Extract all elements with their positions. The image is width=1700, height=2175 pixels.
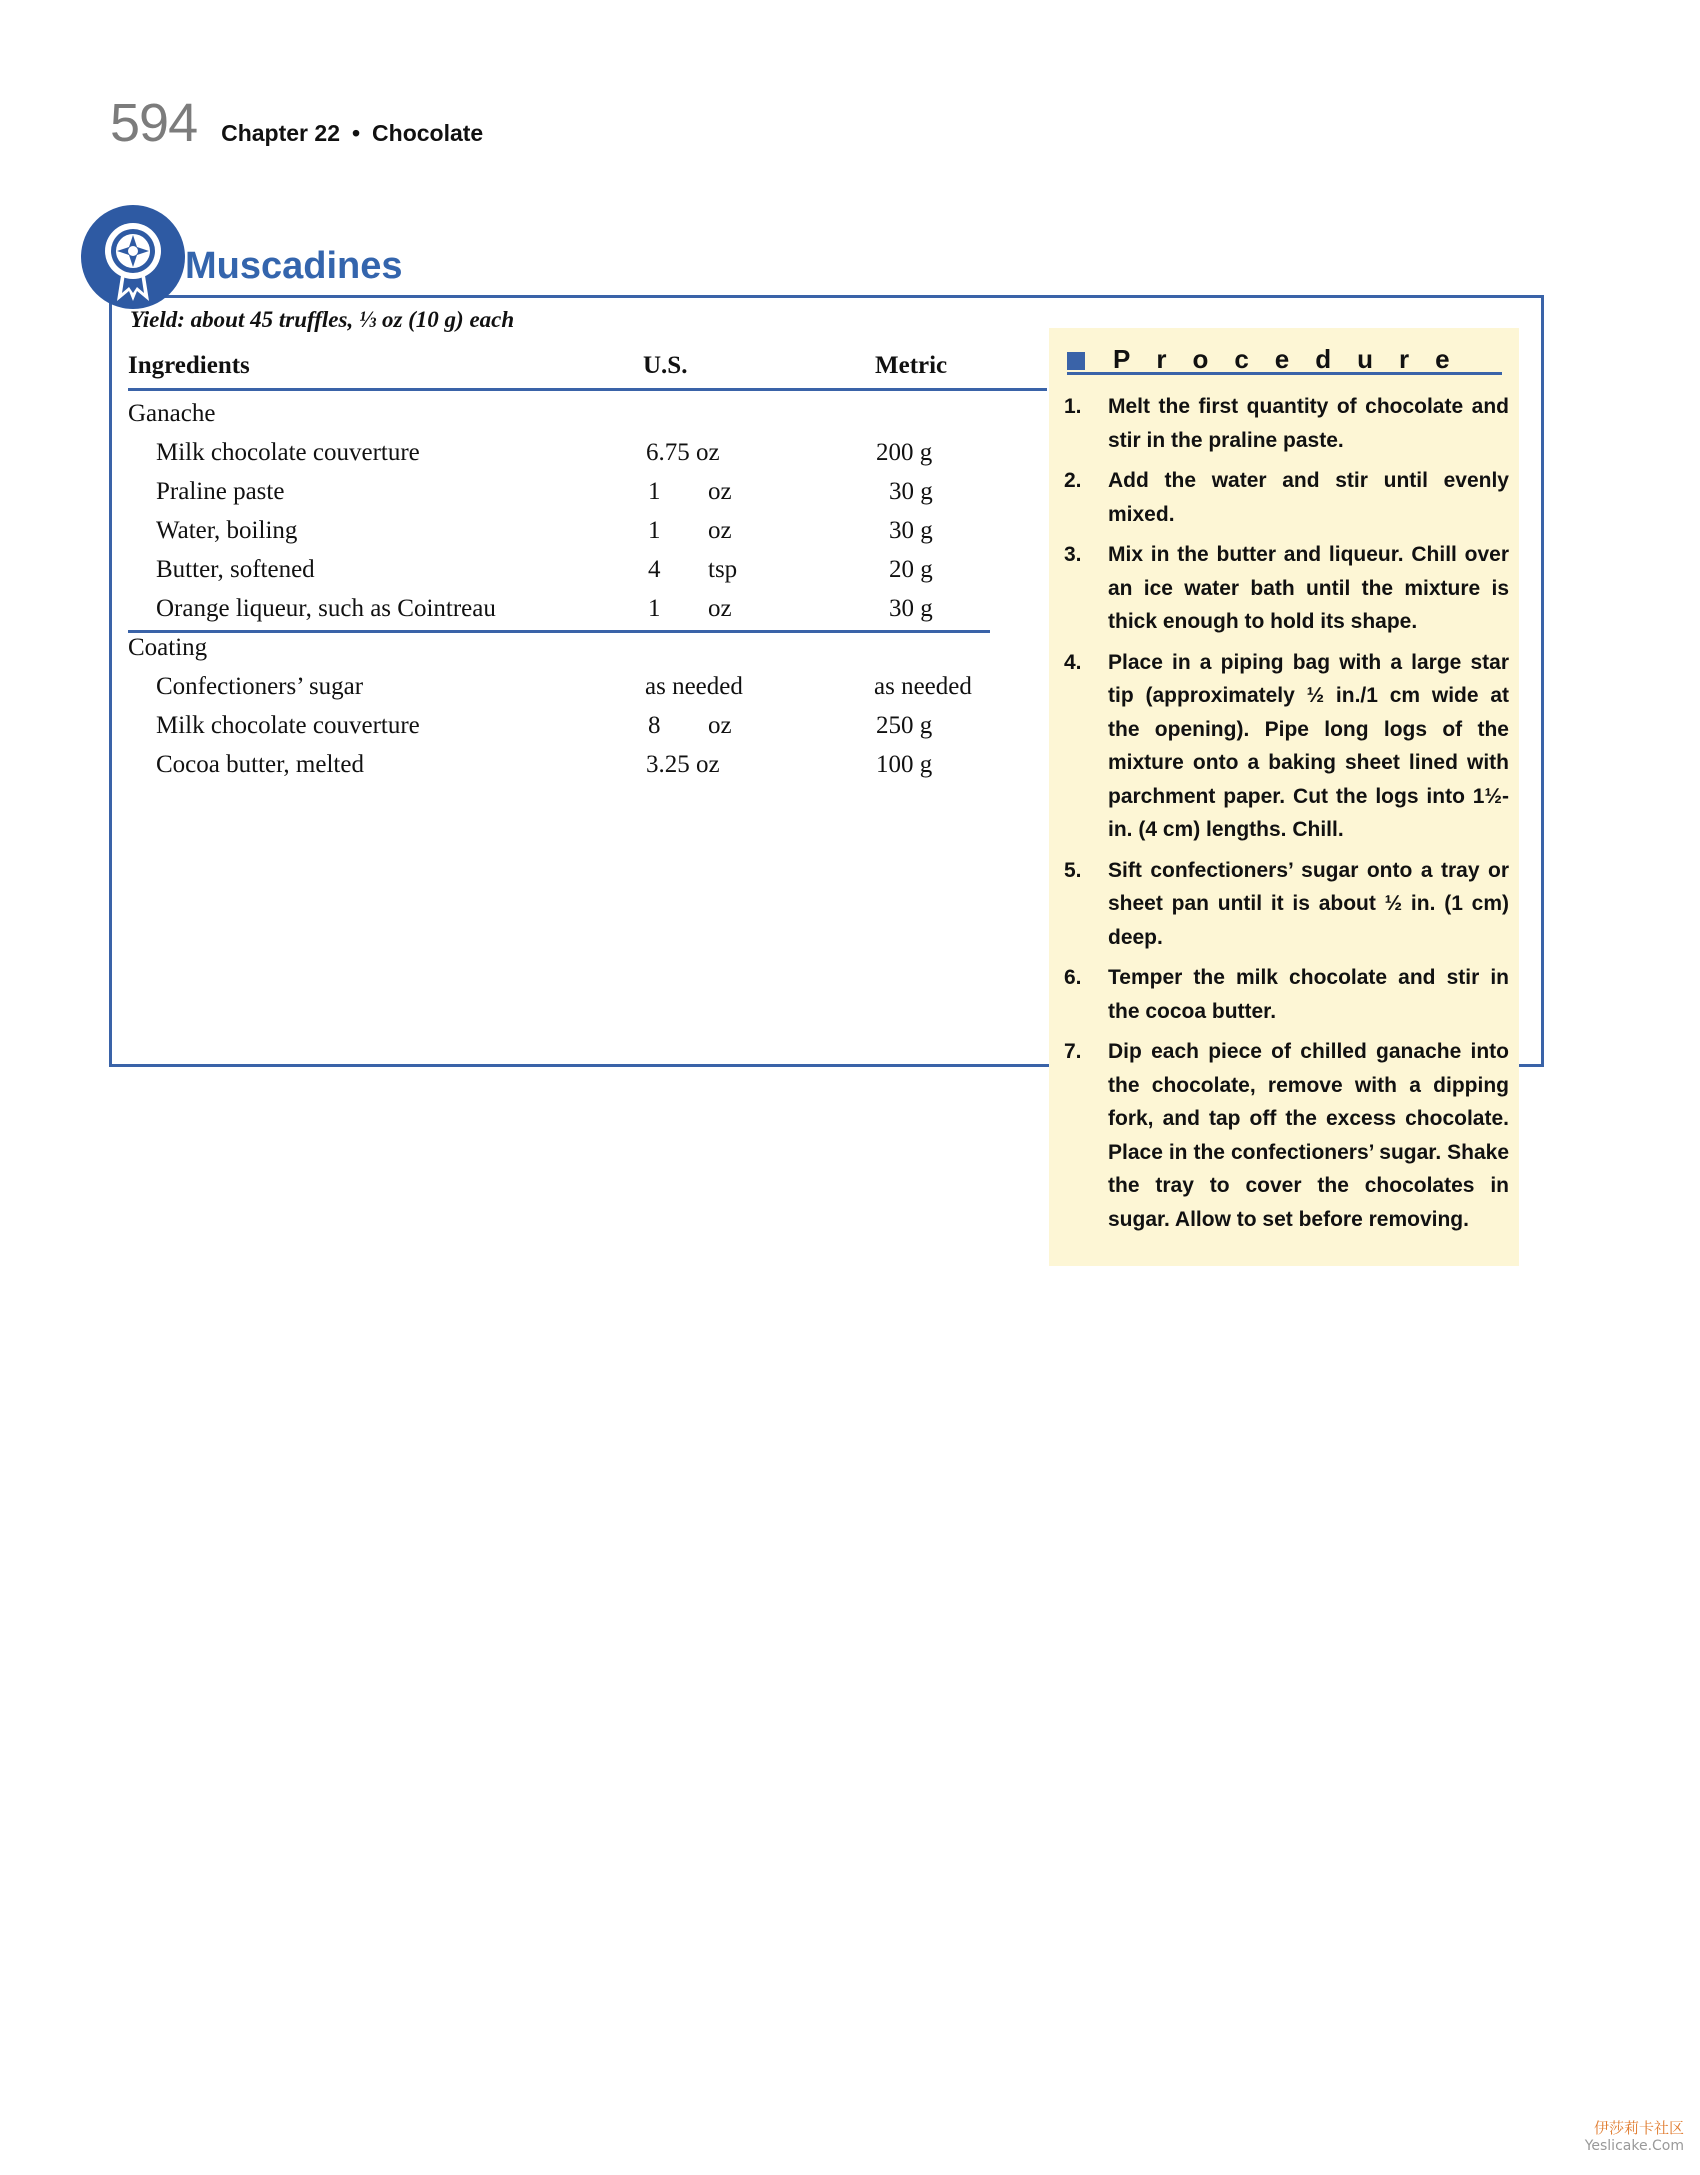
ingredient-us-unit: tsp	[708, 556, 738, 583]
ingredient-metric: as needed	[874, 673, 972, 700]
step-text: Mix in the butter and liqueur. Chill over an ice water bath until the mixture is thick enough to hold its shape.	[1108, 543, 1509, 633]
procedure-step	[1064, 854, 1509, 955]
watermark-url: Yeslicake.Com	[1584, 2138, 1684, 2154]
ingredient-name: Orange liqueur, such as Cointreau	[156, 595, 496, 622]
section-label: Chocolate	[372, 120, 484, 146]
step-number: 2.	[1064, 469, 1082, 492]
procedure-step	[1064, 646, 1509, 847]
step-number: 3.	[1064, 543, 1082, 566]
running-header	[110, 92, 483, 152]
recipe-title: Muscadines	[185, 245, 403, 287]
step-text: Dip each piece of chilled ganache into the chocolate, remove with a dipping fork, and tap off the excess chocolate. Place in the confectioners’ sugar. Shake the tray to cover the chocolates in sugar. Allow to set before removing.	[1108, 1040, 1509, 1231]
procedure-step	[1064, 538, 1509, 639]
ingredient-name: Water, boiling	[156, 517, 298, 544]
column-ingredients: Ingredients	[128, 352, 250, 379]
ingredient-us-unit: oz	[708, 712, 732, 739]
page-number: 594	[110, 93, 198, 153]
ingredient-us-unit: oz	[708, 595, 732, 622]
step-text: Sift confectioners’ sugar onto a tray or sheet pan until it is about ½ in. (1 cm) deep.	[1108, 858, 1509, 949]
group-name: Coating	[128, 634, 208, 661]
step-text: Place in a piping bag with a large star tip (approximately ½ in./1 cm wide at the opening). Pipe long logs of the mixture onto a baking sheet lined with parchment paper. Cut the logs into 1½-in. (4 cm) lengths. Chill.	[1108, 650, 1509, 841]
procedure-step	[1064, 464, 1509, 531]
step-number: 1.	[1064, 395, 1082, 418]
ingredient-metric: 30 g	[889, 517, 933, 544]
watermark-chinese: 伊莎莉卡社区	[1593, 2119, 1684, 2137]
ingredient-metric: 100 g	[876, 751, 933, 778]
step-text: Add the water and stir until evenly mixed.	[1108, 469, 1509, 526]
step-number: 4.	[1064, 650, 1082, 674]
procedure-heading	[1067, 346, 1502, 375]
ingredient-us-qty: 1	[648, 517, 661, 544]
procedure-panel	[1049, 328, 1519, 1266]
procedure-step	[1064, 390, 1509, 457]
ingredient-metric: 30 g	[889, 478, 933, 505]
chapter-label: Chapter 22	[221, 120, 340, 146]
column-us: U.S.	[643, 352, 688, 379]
ingredient-us-unit: oz	[708, 517, 732, 544]
ingredient-us-unit: oz	[708, 478, 732, 505]
ingredient-us-qty: 6.75 oz	[646, 439, 720, 466]
procedure-steps	[1064, 390, 1509, 1243]
site-watermark	[1585, 2117, 1684, 2154]
step-number: 7.	[1064, 1040, 1082, 1063]
ingredient-metric: 200 g	[876, 439, 933, 466]
group-name: Ganache	[128, 400, 216, 427]
ingredient-name: Praline paste	[156, 478, 285, 505]
ingredient-us-qty: as needed	[645, 673, 743, 700]
ingredient-name: Confectioners’ sugar	[156, 673, 364, 700]
ingredients-header-row	[128, 352, 1047, 391]
step-number: 6.	[1064, 966, 1082, 989]
ingredient-name: Milk chocolate couverture	[156, 712, 420, 739]
step-number: 5.	[1064, 858, 1082, 882]
ingredient-us-qty: 4	[648, 556, 661, 583]
ingredient-name: Butter, softened	[156, 556, 315, 583]
square-bullet-icon	[1067, 352, 1085, 370]
ingredient-us-qty: 1	[648, 478, 661, 505]
step-text: Temper the milk chocolate and stir in the cocoa butter.	[1108, 966, 1509, 1023]
cordon-bleu-logo-icon	[81, 205, 185, 309]
chapter-title	[221, 120, 483, 147]
procedure-step	[1064, 1035, 1509, 1236]
separator-bullet: •	[351, 120, 361, 146]
ingredient-us-qty: 8	[648, 712, 661, 739]
ingredient-us-qty: 1	[648, 595, 661, 622]
ingredient-name: Cocoa butter, melted	[156, 751, 364, 778]
group-divider	[128, 630, 990, 633]
ingredient-us-qty: 3.25 oz	[646, 751, 720, 778]
procedure-step	[1064, 961, 1509, 1028]
procedure-title: Procedure	[1113, 344, 1476, 374]
ingredient-metric: 250 g	[876, 712, 933, 739]
recipe-yield: Yield: about 45 truffles, ⅓ oz (10 g) each	[130, 307, 515, 332]
column-metric: Metric	[875, 352, 948, 379]
ingredient-metric: 30 g	[889, 595, 933, 622]
step-text: Melt the first quantity of chocolate and stir in the praline paste.	[1108, 395, 1509, 452]
ingredient-name: Milk chocolate couverture	[156, 439, 420, 466]
ingredient-metric: 20 g	[889, 556, 933, 583]
